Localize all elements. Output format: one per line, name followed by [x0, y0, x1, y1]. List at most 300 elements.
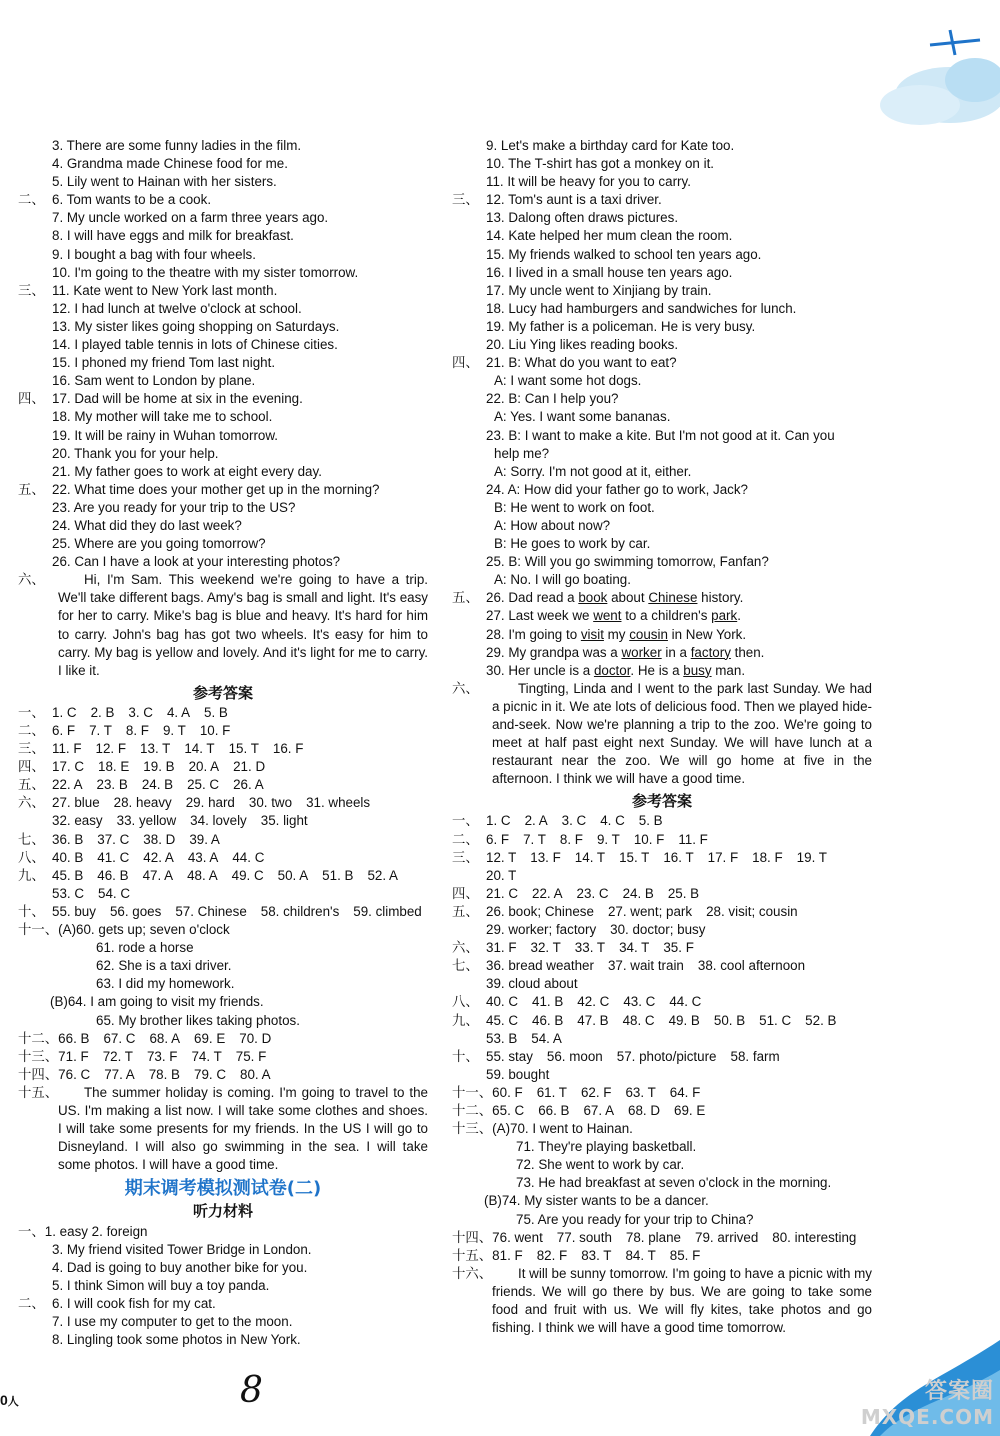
answer-item: 44. C	[232, 849, 265, 865]
section-number: 十、	[452, 1048, 479, 1064]
answer-item: 50. A	[277, 867, 309, 883]
watermark-line: 答案圈	[924, 1379, 994, 1404]
answer-item: 10. F	[633, 831, 665, 847]
answer-item: 3. C	[561, 813, 587, 829]
underlined-word: doctor	[593, 662, 631, 678]
answer-item: 33. T	[574, 940, 606, 956]
answer-item: 58. farm	[730, 1048, 780, 1064]
answer-item: 52. B	[805, 1012, 837, 1028]
section-number: 五、	[18, 481, 45, 497]
answer-item: 54. C	[98, 885, 131, 901]
section-number: 八、	[452, 994, 479, 1010]
answer-item: 14. T	[574, 849, 606, 865]
text-line: 6. Tom wants to be a cook.	[52, 192, 212, 208]
answer-row	[452, 831, 872, 849]
section-number: 十、	[18, 903, 45, 919]
answer-row	[452, 921, 872, 939]
answer-item: 26. book; Chinese	[486, 903, 594, 919]
answer-item: 9. T	[162, 723, 186, 738]
answer-item: 36. bread weather	[486, 958, 594, 974]
answer-item: 14. T	[184, 741, 215, 757]
section-number: 十三、	[452, 1121, 493, 1137]
answer-item: 78. plane	[625, 1229, 681, 1245]
answer-item: 22. A	[532, 885, 563, 901]
passage-block	[452, 680, 872, 789]
answer-row	[18, 704, 428, 722]
answer-item: 13. T	[140, 741, 171, 757]
cloud-decoration	[860, 0, 1000, 130]
answer-item: 41. B	[532, 994, 564, 1010]
answer-item: 17. C	[52, 759, 85, 775]
answer-item: 15. T	[619, 849, 650, 865]
answer-list	[452, 812, 872, 1120]
text-line: 60. gets up; seven o'clock	[76, 922, 230, 938]
text-line: 70. I went to Hainan.	[510, 1121, 633, 1137]
text-line: 13. My sister likes going shopping on Saturdays.	[52, 318, 340, 334]
listening-title: 听力材料	[192, 1202, 253, 1221]
answer-row	[452, 1066, 872, 1084]
text-line: 18. My mother will take me to school.	[52, 409, 273, 425]
answer-item: 59. bought	[486, 1066, 550, 1082]
text-line: 19. It will be rainy in Wuhan tomorrow.	[52, 427, 279, 443]
dialogue-text: 22. B: Can I help you?	[486, 391, 619, 407]
exam-title: 期末调考模拟测试卷(二)	[124, 1178, 322, 1200]
text-line: 63. I did my homework.	[96, 976, 235, 992]
section-number: 十二、	[18, 1030, 59, 1046]
answer-item: 13. F	[530, 849, 561, 865]
answer-item: 55. buy	[52, 903, 96, 919]
answer-item: 48. A	[187, 867, 218, 883]
text-line: 1. easy 2. foreign	[44, 1223, 148, 1239]
answer-item: 66. B	[538, 1102, 570, 1118]
sentence-line	[452, 626, 872, 644]
text-line: 25. Where are you going tomorrow?	[52, 536, 266, 552]
dialogue-line	[452, 499, 872, 517]
answer-item: 2. B	[90, 704, 115, 720]
watermark-line: MXQE.COM	[860, 1405, 994, 1429]
answer-item: 4. C	[600, 813, 625, 829]
section-number: 二、	[452, 831, 479, 847]
handwritten-mark: 8	[240, 1370, 263, 1411]
text-line: 18. Lucy had hamburgers and sandwiches for lunch.	[486, 300, 797, 316]
answer-item: 81. F	[492, 1247, 523, 1263]
section-number: 五、	[18, 777, 45, 793]
dialogue-text: A: I want some hot dogs.	[494, 373, 642, 389]
section-number: 十二、	[452, 1102, 493, 1118]
sentence-fragment: history.	[697, 590, 744, 606]
text-line: 3. There are some funny ladies in the film.	[52, 138, 302, 153]
dialogue-text: help me?	[494, 445, 550, 461]
text-line: 61. rode a horse	[96, 940, 194, 956]
answer-item: 58. children's	[260, 903, 340, 919]
answer-item: 8. F	[125, 723, 149, 738]
section-number: 五、	[452, 903, 479, 919]
sentence-fragment: in New York.	[667, 626, 747, 642]
answer-item: 45. B	[52, 867, 84, 883]
text-line: 8. I will have eggs and milk for breakfast.	[52, 228, 294, 244]
answer-item: 5. B	[204, 704, 228, 720]
answer-item: 39. cloud about	[486, 976, 578, 992]
answer-item: 34. T	[619, 940, 650, 956]
section-number: 八、	[18, 849, 45, 865]
text-line: 72. She went to work by car.	[516, 1157, 685, 1173]
answer-item: 48. C	[622, 1012, 655, 1028]
answer-item: 49. C	[231, 867, 264, 883]
text-line: 4. Dad is going to buy another bike for you.	[52, 1259, 308, 1275]
dialogue-text: B: He goes to work by car.	[494, 536, 651, 552]
answer-row	[452, 1229, 872, 1247]
dialogue-line	[452, 372, 872, 390]
answer-list	[18, 1030, 428, 1084]
section-number: 二、	[18, 192, 45, 208]
answer-item: 65. C	[492, 1102, 525, 1118]
answer-item: 51. C	[759, 1012, 792, 1028]
answer-item: 4. A	[166, 704, 191, 720]
dialogue-line	[452, 463, 872, 481]
text-line: 7. I use my computer to get to the moon.	[52, 1314, 293, 1329]
section-number: 四、	[18, 391, 45, 407]
answer-item: 5. B	[638, 813, 663, 829]
text-line: 20. Thank you for your help.	[52, 445, 219, 461]
answer-item: 71. F	[58, 1048, 89, 1064]
sentence-line	[452, 589, 872, 607]
sentence-fragment: then.	[730, 644, 765, 660]
section-number: 六、	[18, 572, 45, 588]
section-number: 三、	[18, 282, 45, 298]
section-number: 四、	[452, 355, 479, 371]
sentence-fragment: my	[603, 626, 630, 642]
sub-label: (A)	[492, 1121, 511, 1137]
answer-item: 43. A	[187, 849, 219, 865]
answer-item: 16. F	[272, 741, 304, 757]
section-number: 十三、	[18, 1048, 59, 1064]
answer-item: 6. F	[486, 831, 510, 847]
passage-text: Tingting, Linda and I went to the park last Sunday. We had a picnic in it. We ate lots of delicious food. Then we played hide-and-seek. Now we're planning a trip to the zoo. We're going to meet at half past eight next Sunday. We will have lunch at a restaurant near the zoo. We will go home at five in the afternoon. I think we will have a good time.	[492, 680, 872, 787]
answer-item: 74. T	[191, 1048, 222, 1064]
answer-item: 80. A	[240, 1066, 271, 1082]
sentence-fragment: . He is a	[630, 662, 684, 678]
dialogue-line	[452, 445, 872, 463]
underlined-word: cousin	[629, 626, 668, 642]
answer-row	[452, 975, 872, 993]
answer-item: 2. A	[524, 813, 548, 829]
answer-item: 23. C	[576, 885, 609, 901]
answer-item: 29. worker; factory	[486, 922, 597, 938]
passage-text: Hi, I'm Sam. This weekend we're going to have a trip. We'll take different bags. Amy's bag is small and light. It's easy for her to carry. Mike's bag is blue and heavy. It's hard for him to carry. John's bag has got two wheels. It's easy for him to carry. My bag is yellow and lovely. And it's light for me to carry. I like it.	[58, 572, 428, 678]
answer-item: 49. B	[668, 1012, 700, 1028]
answer-item: 77. south	[556, 1229, 612, 1245]
sentence-line	[452, 644, 872, 662]
answer-item: 7. T	[523, 831, 546, 847]
passage-block	[18, 1084, 428, 1174]
answer-item: 16. T	[663, 849, 694, 865]
answer-item: 56. goes	[109, 903, 162, 919]
text-line: 17. My uncle went to Xinjiang by train.	[486, 282, 712, 298]
answer-item: 59. climbed	[353, 903, 422, 919]
dialogue-text: 21. B: What do you want to eat?	[486, 355, 677, 371]
section-number: 十四、	[18, 1066, 59, 1082]
answer-item: 21. D	[233, 759, 266, 775]
answer-row	[452, 1102, 872, 1120]
answer-list	[18, 704, 428, 921]
answer-item: 51. B	[322, 867, 354, 883]
text-line: 15. I phoned my friend Tom last night.	[52, 355, 276, 371]
page-number-suffix: 人	[7, 1396, 19, 1408]
answer-item: 80. interesting	[772, 1229, 857, 1245]
answer-row	[18, 885, 428, 903]
answer-item: 64. F	[669, 1084, 701, 1100]
answer-item: 42. C	[577, 994, 610, 1010]
answer-item: 41. C	[97, 849, 130, 865]
dialogue-text: A: Yes. I want some bananas.	[494, 409, 671, 425]
watermark	[861, 1374, 994, 1429]
section-number: 九、	[18, 867, 45, 883]
section-number: 十一、	[18, 922, 59, 938]
text-line: 15. My friends walked to school ten years ago.	[486, 246, 762, 262]
answer-item: 53. B	[486, 1030, 518, 1046]
answer-item: 57. photo/picture	[616, 1048, 717, 1064]
section-number: 四、	[452, 885, 479, 901]
answer-row	[452, 957, 872, 975]
sentence-line	[452, 607, 872, 625]
text-line: 16. I lived in a small house ten years ago.	[486, 264, 733, 280]
answer-item: 34. lovely	[190, 813, 247, 829]
answer-row	[452, 867, 872, 885]
section-number: 三、	[452, 849, 479, 865]
answer-row	[452, 1048, 872, 1066]
answer-row	[18, 867, 428, 885]
section-number: 十一、	[452, 1084, 493, 1100]
text-line: 10. I'm going to the theatre with my sister tomorrow.	[52, 264, 359, 280]
answer-row	[18, 1066, 428, 1084]
answer-item: 11. F	[678, 831, 708, 847]
dialogue-line	[452, 354, 872, 372]
answer-item: 30. two	[248, 795, 293, 811]
answer-item: 52. A	[367, 867, 398, 883]
text-line: 14. Kate helped her mum clean the room.	[486, 228, 733, 244]
answer-item: 60. F	[492, 1084, 523, 1100]
answer-row	[452, 1084, 872, 1102]
text-line: 7. My uncle worked on a farm three years ago.	[52, 210, 329, 226]
answer-item: 3. C	[128, 704, 153, 720]
answer-row	[452, 1030, 872, 1048]
answer-row	[18, 1030, 428, 1048]
section-number: 十六、	[452, 1265, 493, 1281]
answer-row	[452, 903, 872, 921]
text-line: 14. I played table tennis in lots of Chinese cities.	[52, 337, 338, 353]
answer-item: 15. T	[228, 741, 259, 757]
dialogue-text: A: How about now?	[494, 517, 611, 533]
answer-item: 20. A	[188, 759, 220, 775]
text-line: 3. My friend visited Tower Bridge in London.	[52, 1241, 312, 1257]
text-line: 4. Grandma made Chinese food for me.	[52, 156, 288, 172]
answer-item: 39. A	[189, 831, 220, 847]
answer-item: 82. F	[536, 1247, 568, 1263]
text-line: 20. Liu Ying likes reading books.	[486, 337, 679, 353]
sentence-fragment: 26. Dad read a	[486, 590, 579, 606]
section-number: 九、	[452, 1012, 479, 1028]
answer-item: 40. B	[52, 849, 84, 865]
answer-row	[18, 758, 428, 776]
text-line: 9. I bought a bag with four wheels.	[52, 246, 256, 262]
text-line: 73. He had breakfast at seven o'clock in the morning.	[516, 1175, 832, 1191]
answer-row	[452, 849, 872, 867]
answer-item: 69. E	[194, 1030, 226, 1046]
answer-item: 31. wheels	[306, 795, 371, 811]
answer-row	[18, 849, 428, 867]
section-number: 十五、	[18, 1084, 59, 1100]
dialogue-text: 24. A: How did your father go to work, Jack?	[486, 481, 748, 497]
answer-item: 38. D	[143, 831, 176, 847]
underlined-word: worker	[621, 644, 662, 660]
answer-item: 56. moon	[546, 1048, 603, 1064]
answer-item: 78. B	[148, 1066, 180, 1082]
answer-item: 32. T	[530, 940, 561, 956]
answer-item: 9. T	[596, 831, 620, 847]
answer-row	[18, 812, 428, 830]
answer-item: 67. C	[103, 1030, 136, 1046]
text-line: 5. I think Simon will buy a toy panda.	[52, 1277, 270, 1293]
underlined-word: Chinese	[648, 590, 698, 606]
answer-item: 77. A	[104, 1066, 135, 1082]
text-line: 6. I will cook fish for my cat.	[52, 1295, 216, 1311]
text-line: 24. What did they do last week?	[52, 517, 242, 533]
answer-item: 19. B	[143, 759, 175, 775]
sentence-fragment: 30. Her uncle is a	[486, 662, 594, 678]
text-line: 8. Lingling took some photos in New York.	[52, 1332, 301, 1348]
text-line: 64. I am going to visit my friends.	[67, 994, 264, 1010]
passage-text: It will be sunny tomorrow. I'm going to have a picnic with my friends. We will go there by bus. We are going to take some food and fruit with us. We will fly kites, take photos and go fishing. I think we will have a good time tomorrow.	[492, 1265, 872, 1336]
underline-sentences	[452, 589, 872, 679]
answer-item: 30. doctor; busy	[610, 922, 706, 938]
underlined-word: book	[578, 590, 608, 606]
answer-item: 46. B	[97, 867, 129, 883]
dialogue-line	[452, 553, 872, 571]
answer-item: 21. C	[486, 885, 519, 901]
page-number	[0, 1392, 19, 1409]
answer-item: 62. F	[580, 1084, 612, 1100]
answer-item: 61. T	[536, 1084, 567, 1100]
answer-item: 38. cool afternoon	[697, 958, 806, 974]
left-column	[18, 137, 428, 1349]
dialogue-line	[452, 408, 872, 426]
text-line: 9. Let's make a birthday card for Kate too.	[486, 138, 735, 153]
underlined-word: park	[711, 608, 738, 624]
answer-item: 40. C	[486, 994, 519, 1010]
answer-row	[452, 1247, 872, 1265]
section-number: 三、	[18, 741, 45, 757]
section-number: 二、	[18, 1295, 45, 1311]
answer-item: 8. F	[559, 831, 583, 847]
answer-item: 26. A	[233, 777, 264, 793]
section-number: 七、	[18, 831, 45, 847]
answer-row	[18, 831, 428, 849]
answer-item: 1. C	[486, 813, 511, 829]
answer-row	[18, 903, 428, 921]
text-line: 12. I had lunch at twelve o'clock at school.	[52, 300, 302, 316]
answer-item: 19. T	[796, 849, 827, 865]
dialogue-line	[452, 517, 872, 535]
text-line: 22. What time does your mother get up in the morning?	[52, 481, 380, 497]
answer-item: 73. F	[146, 1048, 178, 1064]
right-column	[452, 137, 872, 1337]
answer-item: 25. B	[667, 885, 700, 901]
section-number: 一、	[452, 813, 479, 829]
passage-text: The summer holiday is coming. I'm going to travel to the US. I'm making a list now. I will take some clothes and shoes. I will take some presents for my friends. In the US I will go to Disneyland. I will also go swimming in the sea. I will take some photos. I will have a good time.	[58, 1084, 428, 1173]
text-line: 13. Dalong often draws pictures.	[486, 210, 679, 226]
answer-item: 85. F	[669, 1247, 701, 1263]
dialogue-line	[452, 481, 872, 499]
answer-item: 75. F	[235, 1048, 267, 1064]
answer-item: 12. T	[486, 849, 517, 865]
section-number: 七、	[452, 958, 479, 974]
dialogue-line	[452, 427, 872, 445]
sentence-fragment: about	[607, 590, 649, 606]
answer-item: 11. F	[52, 741, 82, 757]
answer-item: 44. C	[669, 994, 702, 1010]
answer-row	[452, 939, 872, 957]
answers-heading: 参考答案	[192, 683, 253, 702]
section-number: 六、	[18, 795, 45, 811]
text-line: 65. My brother likes taking photos.	[96, 1012, 300, 1028]
answer-item: 68. D	[628, 1102, 661, 1118]
section-number: 十四、	[452, 1229, 493, 1245]
answer-item: 1. C	[52, 704, 77, 720]
answer-item: 68. A	[149, 1030, 180, 1046]
answer-item: 35. F	[663, 940, 694, 956]
answer-item: 79. arrived	[695, 1229, 759, 1245]
answer-row	[18, 776, 428, 794]
answer-item: 45. C	[486, 1012, 519, 1028]
answer-item: 36. B	[52, 831, 84, 847]
answer-item: 83. T	[581, 1247, 612, 1263]
underlined-word: busy	[683, 662, 712, 678]
answer-item: 35. light	[260, 813, 308, 829]
section-number: 一、	[18, 1223, 45, 1239]
answer-row	[452, 812, 872, 830]
section-number: 十五、	[452, 1247, 493, 1263]
answer-item: 47. A	[142, 867, 174, 883]
answer-item: 55. stay	[486, 1048, 533, 1064]
answer-item: 31. F	[486, 940, 517, 956]
sentence-fragment: 29. My grandpa was a	[486, 644, 622, 660]
answer-item: 10. F	[199, 723, 231, 738]
answer-item: 27. went; park	[607, 903, 693, 919]
answer-row	[18, 1048, 428, 1066]
section-number: 四、	[18, 759, 45, 775]
dialogue-text: B: He went to work on foot.	[494, 499, 655, 515]
answer-item: 28. visit; cousin	[706, 903, 798, 919]
answer-item: 24. B	[141, 777, 174, 793]
answer-item: 63. T	[625, 1084, 656, 1100]
text-line: 62. She is a taxi driver.	[96, 958, 232, 974]
dialogue-line	[452, 535, 872, 553]
text-line: 12. Tom's aunt is a taxi driver.	[486, 192, 662, 208]
sentence-fragment: to a children's	[621, 608, 712, 624]
answer-item: 57. Chinese	[175, 903, 247, 919]
sentence-fragment: 28. I'm going to	[486, 626, 581, 642]
section-number: 一、	[18, 704, 45, 720]
text-line: 21. My father goes to work at eight every day.	[52, 463, 322, 479]
answer-item: 50. B	[713, 1012, 746, 1028]
answer-item: 12. F	[95, 741, 127, 757]
answer-item: 67. A	[583, 1102, 614, 1118]
text-line: 11. Kate went to New York last month.	[52, 282, 278, 298]
answer-item: 37. wait train	[607, 958, 684, 974]
text-line: 10. The T-shirt has got a monkey on it.	[486, 156, 715, 172]
text-line: 11. It will be heavy for you to carry.	[486, 174, 691, 190]
answer-item: 20. T	[486, 867, 517, 883]
